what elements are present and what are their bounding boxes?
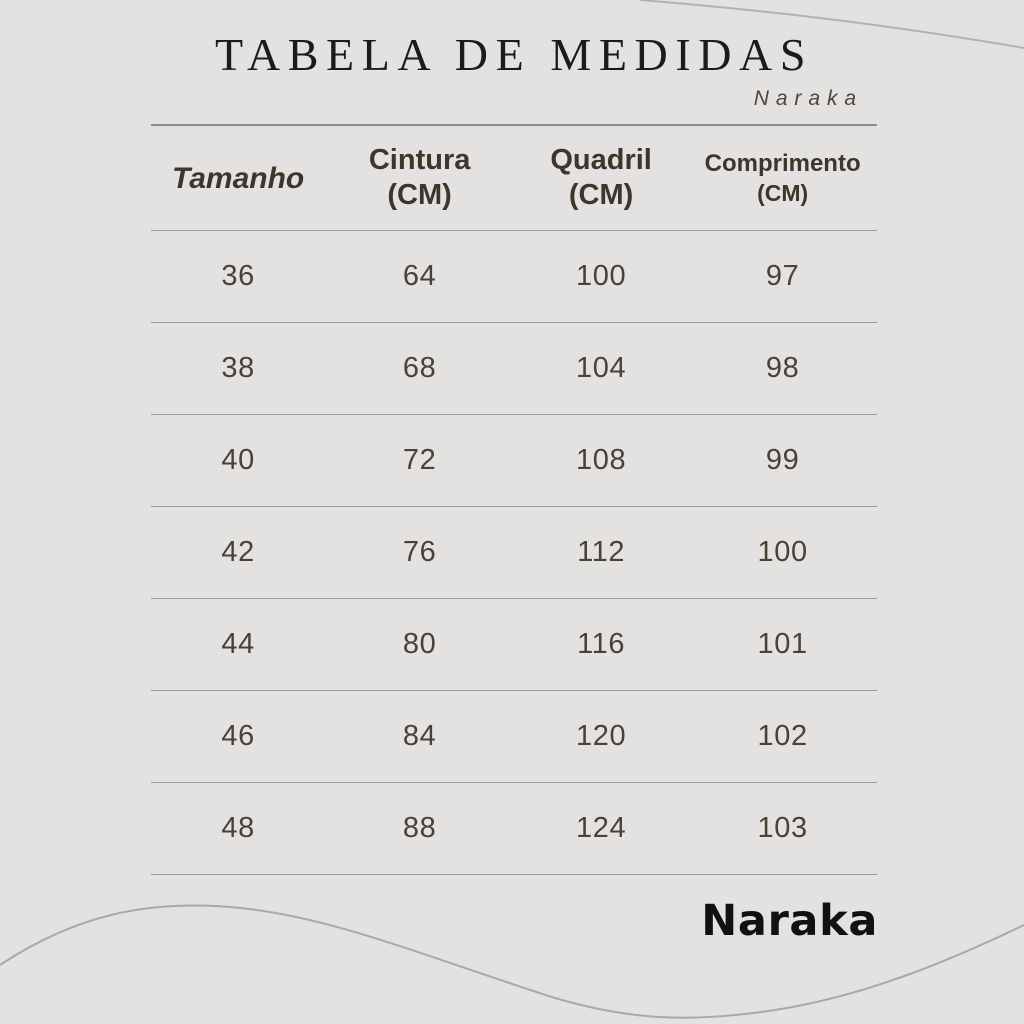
size-cell: 72: [325, 415, 514, 507]
size-cell: 44: [151, 599, 325, 691]
column-label: Tamanho: [172, 161, 305, 195]
table-row: [151, 323, 877, 415]
column-label: Quadril: [550, 144, 652, 176]
size-cell: 112: [514, 507, 688, 599]
size-cell: 124: [514, 783, 688, 875]
size-cell: 46: [151, 691, 325, 783]
size-cell: 116: [514, 599, 688, 691]
table-row: [151, 507, 877, 599]
brand-subtitle: Naraka: [753, 87, 863, 110]
chart-content: [151, 0, 877, 875]
size-cell: 99: [688, 415, 877, 507]
size-cell: 108: [514, 415, 688, 507]
size-cell: 42: [151, 507, 325, 599]
size-cell: 64: [325, 231, 514, 323]
size-cell: 100: [688, 507, 877, 599]
size-cell: 84: [325, 691, 514, 783]
column-header-quadril: [514, 126, 688, 231]
size-cell: 40: [151, 415, 325, 507]
column-header-tamanho: [151, 126, 325, 231]
size-cell: 76: [325, 507, 514, 599]
page-title: TABELA DE MEDIDAS: [214, 29, 814, 80]
table-row: [151, 415, 877, 507]
column-unit: (CM): [568, 179, 634, 211]
size-table: [151, 126, 877, 875]
column-label: Comprimento: [704, 150, 861, 177]
size-cell: 120: [514, 691, 688, 783]
size-cell: 88: [325, 783, 514, 875]
size-cell: 48: [151, 783, 325, 875]
size-cell: 101: [688, 599, 877, 691]
table-row: [151, 783, 877, 875]
size-cell: 36: [151, 231, 325, 323]
size-cell: 68: [325, 323, 514, 415]
column-header-comprimento: [688, 126, 877, 231]
size-cell: 97: [688, 231, 877, 323]
size-cell: 103: [688, 783, 877, 875]
size-cell: 102: [688, 691, 877, 783]
table-row: [151, 599, 877, 691]
size-table-body: [151, 231, 877, 875]
table-row: [151, 691, 877, 783]
header-row: [151, 126, 877, 231]
column-unit: (CM): [757, 180, 809, 206]
size-cell: 104: [514, 323, 688, 415]
brand-logo: Naraka: [701, 896, 878, 946]
size-cell: 38: [151, 323, 325, 415]
column-header-cintura: [325, 126, 514, 231]
size-cell: 98: [688, 323, 877, 415]
column-unit: (CM): [387, 179, 452, 211]
size-cell: 80: [325, 599, 514, 691]
column-label: Cintura: [368, 144, 471, 176]
table-row: [151, 231, 877, 323]
size-table-head: [151, 126, 877, 231]
size-cell: 100: [514, 231, 688, 323]
